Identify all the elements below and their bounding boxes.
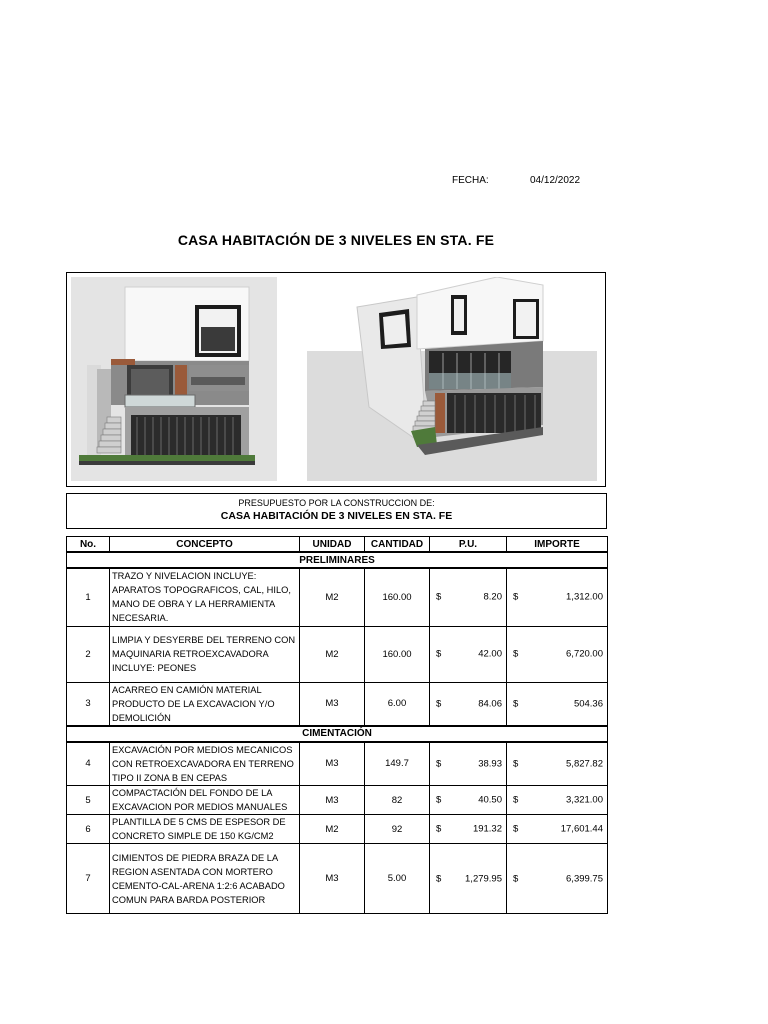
row-unit-price [430,844,507,914]
budget-header [66,493,607,529]
table-row [67,844,608,914]
row-concept: TRAZO Y NIVELACION INCLUYE: APARATOS TOPOGRAFICOS, CAL, HILO, MANO DE OBRA Y LA HERRAMIENTA NECESARIA. [110,568,300,626]
table-row [67,626,608,682]
budget-table [66,536,608,914]
row-concept: COMPACTACIÓN DEL FONDO DE LA EXCAVACION POR MEDIOS MANUALES [110,786,300,815]
currency-symbol: $ [436,648,442,660]
currency-symbol: $ [513,648,519,660]
row-unit-price [430,626,507,682]
front-facade-render [71,277,277,481]
unit-price-value: 1,279.95 [465,873,502,884]
row-concept: CIMIENTOS DE PIEDRA BRAZA DE LA REGION ASENTADA CON MORTERO CEMENTO-CAL-ARENA 1:2:6 ACABADO COMUN PARA BARDA POSTERIOR [110,844,300,914]
row-number: 5 [67,786,110,815]
table-header-row [67,537,608,553]
row-unit: M2 [300,815,365,844]
document-title: CASA HABITACIÓN DE 3 NIVELES EN STA. FE [177,232,495,248]
currency-symbol: $ [513,794,519,806]
row-unit: M3 [300,844,365,914]
currency-symbol: $ [436,794,442,806]
currency-symbol: $ [513,698,519,709]
row-unit: M2 [300,568,365,626]
budget-title: CASA HABITACIÓN DE 3 NIVELES EN STA. FE [220,510,453,522]
row-quantity: 92 [365,815,430,844]
column-header-pu: P.U. [430,537,507,553]
row-quantity: 82 [365,786,430,815]
unit-price-value: 191.32 [472,823,502,835]
row-importe [507,742,608,786]
row-importe [507,568,608,626]
row-concept: ACARREO EN CAMIÓN MATERIAL PRODUCTO DE LA EXCAVACION Y/O DEMOLICIÓN [110,682,300,726]
currency-symbol: $ [513,823,519,835]
importe-value: 6,399.75 [566,873,603,884]
row-unit-price [430,568,507,626]
importe-value: 504.36 [573,698,603,709]
section-title: CIMENTACIÓN [67,726,608,742]
unit-price-value: 42.00 [478,648,502,660]
row-concept: EXCAVACIÓN POR MEDIOS MECANICOS CON RETROEXCAVADORA EN TERRENO TIPO II ZONA B EN CEPAS [110,742,300,786]
row-number: 1 [67,568,110,626]
table-row [67,815,608,844]
row-number: 6 [67,815,110,844]
row-unit: M2 [300,626,365,682]
table-row [67,742,608,786]
row-quantity: 6.00 [365,682,430,726]
currency-symbol: $ [436,873,442,884]
section-row-preliminares [67,552,608,568]
row-importe [507,815,608,844]
row-number: 7 [67,844,110,914]
row-unit-price [430,742,507,786]
row-unit-price [430,786,507,815]
currency-symbol: $ [513,591,519,603]
budget-subtitle: PRESUPUESTO POR LA CONSTRUCCION DE: [238,498,435,508]
fecha-value: 04/12/2022 [530,175,581,186]
row-unit: M3 [300,682,365,726]
column-header-importe: IMPORTE [507,537,608,553]
perspective-render [307,277,597,481]
unit-price-value: 40.50 [478,794,502,806]
unit-price-value: 8.20 [483,591,502,603]
row-quantity: 160.00 [365,568,430,626]
unit-price-value: 38.93 [478,758,502,770]
column-header-concepto: CONCEPTO [110,537,300,553]
section-title: PRELIMINARES [67,552,608,568]
importe-value: 1,312.00 [566,591,603,603]
currency-symbol: $ [436,823,442,835]
row-number: 3 [67,682,110,726]
currency-symbol: $ [513,758,519,770]
section-row-cimentacion [67,726,608,742]
column-header-no: No. [67,537,110,553]
row-unit-price [430,682,507,726]
fecha-label: FECHA: [452,175,489,186]
row-unit: M3 [300,742,365,786]
table-row [67,786,608,815]
column-header-unidad: UNIDAD [300,537,365,553]
currency-symbol: $ [436,591,442,603]
column-header-cantidad: CANTIDAD [365,537,430,553]
row-importe [507,786,608,815]
row-unit-price [430,815,507,844]
row-importe [507,844,608,914]
importe-value: 3,321.00 [566,794,603,806]
row-unit: M3 [300,786,365,815]
importe-value: 17,601.44 [560,823,603,835]
renders-frame [66,272,606,487]
row-number: 2 [67,626,110,682]
currency-symbol: $ [436,698,442,709]
row-number: 4 [67,742,110,786]
row-concept: LIMPIA Y DESYERBE DEL TERRENO CON MAQUINARIA RETROEXCAVADORA INCLUYE: PEONES [110,626,300,682]
currency-symbol: $ [436,758,442,770]
row-quantity: 5.00 [365,844,430,914]
table-row [67,682,608,726]
row-quantity: 160.00 [365,626,430,682]
importe-value: 6,720.00 [566,648,603,660]
table-row [67,568,608,626]
row-importe [507,682,608,726]
currency-symbol: $ [513,873,519,884]
row-concept: PLANTILLA DE 5 CMS DE ESPESOR DE CONCRETO SIMPLE DE 150 KG/CM2 [110,815,300,844]
row-importe [507,626,608,682]
row-quantity: 149.7 [365,742,430,786]
unit-price-value: 84.06 [478,698,502,709]
importe-value: 5,827.82 [566,758,603,770]
